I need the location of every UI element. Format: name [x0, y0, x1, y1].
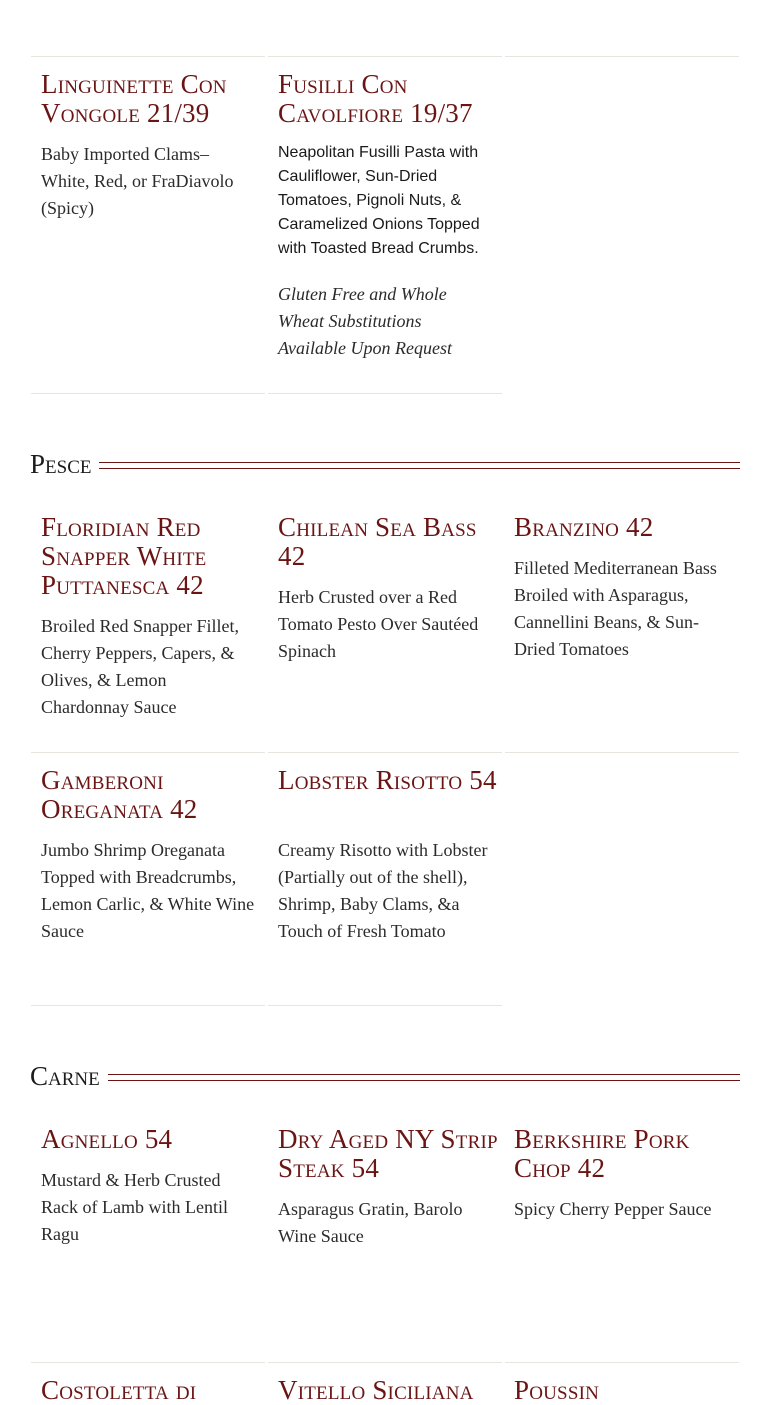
menu-item-title: Poussin — [514, 1375, 600, 1405]
menu-item-description: Baby Imported Clams– White, Red, or FraDiavolo (Spicy) — [41, 144, 234, 218]
section-title: Pesce — [30, 449, 92, 479]
divider — [31, 1005, 265, 1006]
menu-item-description: Filleted Mediterranean Bass Broiled with Asparagus, Cannellini Beans, & Sun-Dried Tomatoes — [514, 558, 717, 659]
divider — [268, 752, 502, 753]
menu-item-title: Chilean Sea Bass 42 — [278, 512, 477, 571]
section-header-pesce — [30, 448, 740, 480]
divider — [268, 1362, 502, 1363]
menu-item-description: Jumbo Shrimp Oreganata Topped with Breadcrumbs, Lemon Carlic, & White Wine Sauce — [41, 840, 255, 941]
menu-item-title: Agnello 54 — [41, 1124, 173, 1154]
menu-item-title: Berkshire Pork Chop 42 — [514, 1124, 690, 1183]
menu-item-title: Lobster Risotto 54 — [278, 765, 497, 795]
divider — [268, 1005, 502, 1006]
menu-item-title: Gamberoni Oreganata 42 — [41, 765, 198, 824]
menu-item-title: Costoletta di — [41, 1375, 197, 1405]
section-header-carne — [30, 1060, 740, 1092]
divider — [31, 393, 265, 394]
divider — [505, 56, 739, 57]
menu-item-title: Floridian Red Snapper White Puttanesca 42 — [41, 512, 207, 600]
divider — [268, 56, 502, 57]
section-rule — [99, 462, 740, 469]
menu-item-description: Herb Crusted over a Red Tomato Pesto Over Sautéed Spinach — [278, 587, 479, 661]
menu-item-description: Broiled Red Snapper Fillet, Cherry Peppers, Capers, & Olives, & Lemon Chardonnay Sauce — [41, 616, 239, 717]
menu-item-description: Spicy Cherry Pepper Sauce — [514, 1199, 712, 1219]
divider — [268, 393, 502, 394]
divider — [31, 752, 265, 753]
menu-item-title: Vitello Siciliana — [278, 1375, 474, 1405]
divider — [31, 56, 265, 57]
menu-item-title: Branzino 42 — [514, 512, 654, 542]
menu-item-description: Asparagus Gratin, Barolo Wine Sauce — [278, 1199, 463, 1246]
menu-item-description: Neapolitan Fusilli Pasta with Cauliflower, Sun-Dried Tomatoes, Pignoli Nuts, & Caramelized Onions Topped with Toasted Bread Crumbs. — [278, 144, 480, 257]
menu-item-description: Mustard & Herb Crusted Rack of Lamb with Lentil Ragu — [41, 1170, 228, 1244]
menu-item-description: Creamy Risotto with Lobster (Partially out of the shell), Shrimp, Baby Clams, &a Touch of Fresh Tomato — [278, 840, 488, 941]
divider — [31, 1362, 265, 1363]
divider — [505, 1362, 739, 1363]
dietary-note: Gluten Free and Whole Wheat Substitutions Available Upon Request — [278, 284, 452, 358]
section-title: Carne — [30, 1061, 100, 1091]
section-rule — [108, 1074, 740, 1081]
menu-item-title: Linguinette Con Vongole 21/39 — [41, 69, 227, 128]
menu-item-title: Fusilli Con Cavolfiore 19/37 — [278, 69, 473, 128]
menu-item-title: Dry Aged NY Strip Steak 54 — [278, 1124, 498, 1183]
divider — [505, 752, 739, 753]
